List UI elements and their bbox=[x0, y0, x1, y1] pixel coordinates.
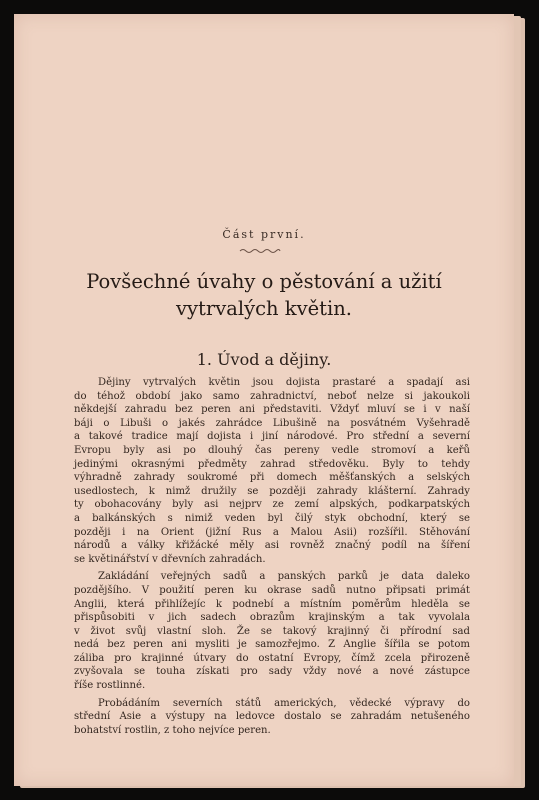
book-page bbox=[14, 14, 514, 786]
text-line: v život svůj vlastní sloh. Že se takový krajinný či přírodní sad bbox=[74, 625, 470, 637]
chapter-title bbox=[34, 268, 494, 322]
text-line: a balkánských s nimiž veden byl čilý styk obchodní, který se bbox=[74, 512, 470, 524]
text-line: báji o Libuši o jakés zahrádce Libušině na posvátném Vyšehradě bbox=[74, 417, 470, 429]
chapter-title-line: vytrvalých květin. bbox=[176, 297, 352, 320]
text-line: výhradně zahrady soukromé při domech měšťanských a selských bbox=[74, 472, 470, 484]
text-line: nedá bez peren ani mysliti je samozřejmo. Z Anglie šířila se potom bbox=[74, 639, 470, 651]
text-line: do téhož období jako samo zahradnictví, neboť nelze si jakoukoli bbox=[74, 390, 470, 402]
text-line: Zakládání veřejných sadů a panských parků je data daleko bbox=[98, 571, 470, 583]
text-line: někdejší zahradu bez peren ani představiti. Vždyť mluví se i v naší bbox=[74, 404, 470, 416]
paragraph bbox=[74, 376, 470, 566]
text-line: zvyšovala se touha získati pro sady vždy nové a nové zástupce bbox=[74, 666, 470, 678]
chapter-title-line: Povšechné úvahy o pěstování a užití bbox=[86, 270, 442, 293]
text-line: pozdějšího. V použití peren ku okrase sadů nutno připsati primát bbox=[74, 584, 470, 596]
text-line: jedinými okrasnými předměty zahrad středověku. Byly to tehdy bbox=[74, 458, 470, 470]
text-line: se květinářství v dřevních zahradách. bbox=[74, 553, 266, 565]
text-line: usedlostech, k nimž družily se později zahrady klášterní. Zahrady bbox=[74, 485, 470, 497]
text-line: střední Asie a výstupy na ledovce dostalo se zahradám netušeného bbox=[74, 711, 470, 723]
text-line: záliba pro krajinné útvary do ostatní Evropy, čímž zcela přirozeně bbox=[74, 652, 470, 664]
text-line: národů a války křižácké měly asi rovněž značný podíl na šíření bbox=[74, 540, 470, 552]
text-line: přispůsobiti v jich sadech obrazům krajinským a tak vyvolala bbox=[74, 612, 470, 624]
text-line: říše rostlinné. bbox=[74, 680, 146, 692]
paragraph bbox=[74, 570, 470, 692]
text-line: ty obohacovány byly asi nejprv ze zemí alpských, podkarpatských bbox=[74, 499, 470, 511]
part-heading: Část první. bbox=[222, 228, 306, 241]
text-line: Probádáním severních států amerických, vědecké výpravy do bbox=[98, 697, 470, 709]
text-line: a takové tradice mají dojista i jiní národové. Pro střední a severní bbox=[74, 431, 470, 443]
ornament-divider bbox=[239, 247, 281, 255]
section-heading: 1. Úvod a dějiny. bbox=[196, 350, 332, 369]
text-line: Evropu byly asi po dlouhý čas pereny vedle stromoví a keřů bbox=[74, 444, 470, 456]
body-text bbox=[74, 376, 470, 737]
text-line: později i na Orient (jižní Rus a Malou Asii) rozšířil. Stěhování bbox=[74, 526, 470, 538]
text-line: bohatství rostlin, z toho nejvíce peren. bbox=[74, 724, 271, 736]
text-line: Anglii, která přihlížejíc k podnebí a místním poměrům hleděla se bbox=[74, 598, 470, 610]
paragraph bbox=[74, 697, 470, 738]
text-line: Dějiny vytrvalých květin jsou dojista prastaré a spadají asi bbox=[98, 377, 470, 388]
